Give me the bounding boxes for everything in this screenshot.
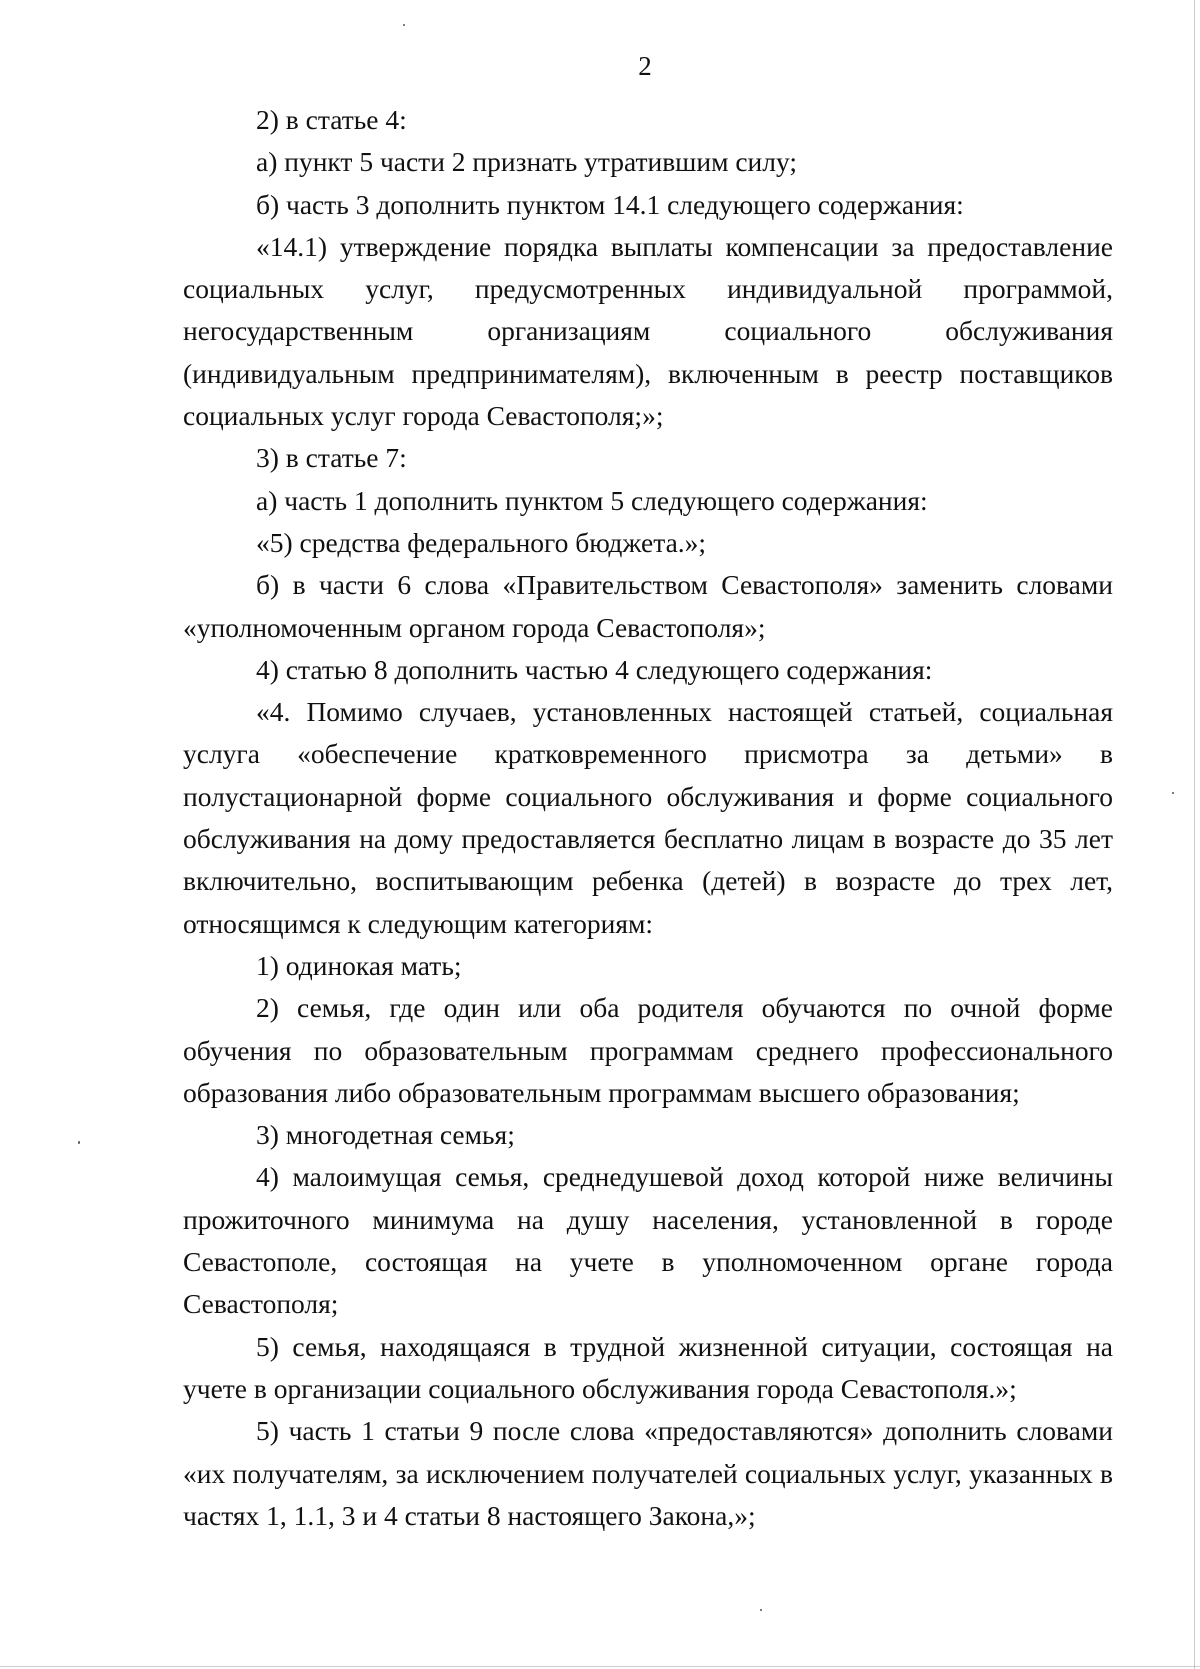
scan-speck: [403, 24, 405, 26]
paragraph: 2) семья, где один или оба родителя обучаются по очной форме обучения по образовательным программам среднего профессионального образования либо образовательным программам высшего образования;: [183, 992, 1113, 1108]
scan-edge-line: [1194, 0, 1195, 1669]
scan-speck: [760, 1609, 762, 1611]
page-number: 2: [638, 51, 652, 81]
document-body: [183, 99, 1113, 1537]
scan-edge-line: [0, 1666, 1200, 1667]
paragraph: «14.1) утверждение порядка выплаты компенсации за предоставление социальных услуг, предусмотренных индивидуальной программой, негосударственным организациям социального обслуживания (индивидуальным предпринимателям), включенным в реестр поставщиков социальных услуг города Севастополя;»;: [183, 230, 1113, 432]
paragraph: б) в части 6 слова «Правительством Севастополя» заменить словами «уполномоченным органом города Севастополя»;: [183, 569, 1113, 643]
paragraph: б) часть 3 дополнить пунктом 14.1 следующего содержания:: [256, 188, 964, 220]
paragraph: 4) статью 8 дополнить частью 4 следующего содержания:: [256, 653, 933, 685]
paragraph: 3) в статье 7:: [256, 442, 407, 474]
paragraph: 5) семья, находящаяся в трудной жизненной ситуации, состоящая на учете в организации социального обслуживания города Севастополя.»;: [183, 1330, 1113, 1404]
paragraph: а) часть 1 дополнить пунктом 5 следующего содержания:: [256, 484, 928, 516]
paragraph: «4. Помимо случаев, установленных настоящей статьей, социальная услуга «обеспечение кратковременного присмотра за детьми» в полустационарной форме социального обслуживания и форме социального обслуживания на дому предоставляется бесплатно лицам в возрасте до 35 лет включительно, воспитывающим ребенка (детей) в возрасте до трех лет, относящимся к следующим категориям:: [183, 696, 1113, 939]
paragraph: 3) многодетная семья;: [256, 1119, 515, 1151]
paragraph: 1) одинокая мать;: [256, 949, 462, 981]
paragraph: а) пункт 5 части 2 признать утратившим силу;: [256, 146, 798, 178]
paragraph: 2) в статье 4:: [256, 104, 407, 135]
scan-speck: [78, 1141, 80, 1144]
paragraph: «5) средства федерального бюджета.»;: [256, 526, 707, 558]
paragraph: 4) малоимущая семья, среднедушевой доход которой ниже величины прожиточного минимума на душу населения, установленной в городе Севастополе, состоящая на учете в уполномоченном органе города Севастополя;: [183, 1161, 1113, 1320]
paragraph: 5) часть 1 статьи 9 после слова «предоставляются» дополнить словами «их получателям, за исключением получателей социальных услуг, указанных в частях 1, 1.1, 3 и 4 статьи 8 настоящего Закона,»;: [183, 1415, 1113, 1531]
scan-speck: [1172, 792, 1174, 794]
